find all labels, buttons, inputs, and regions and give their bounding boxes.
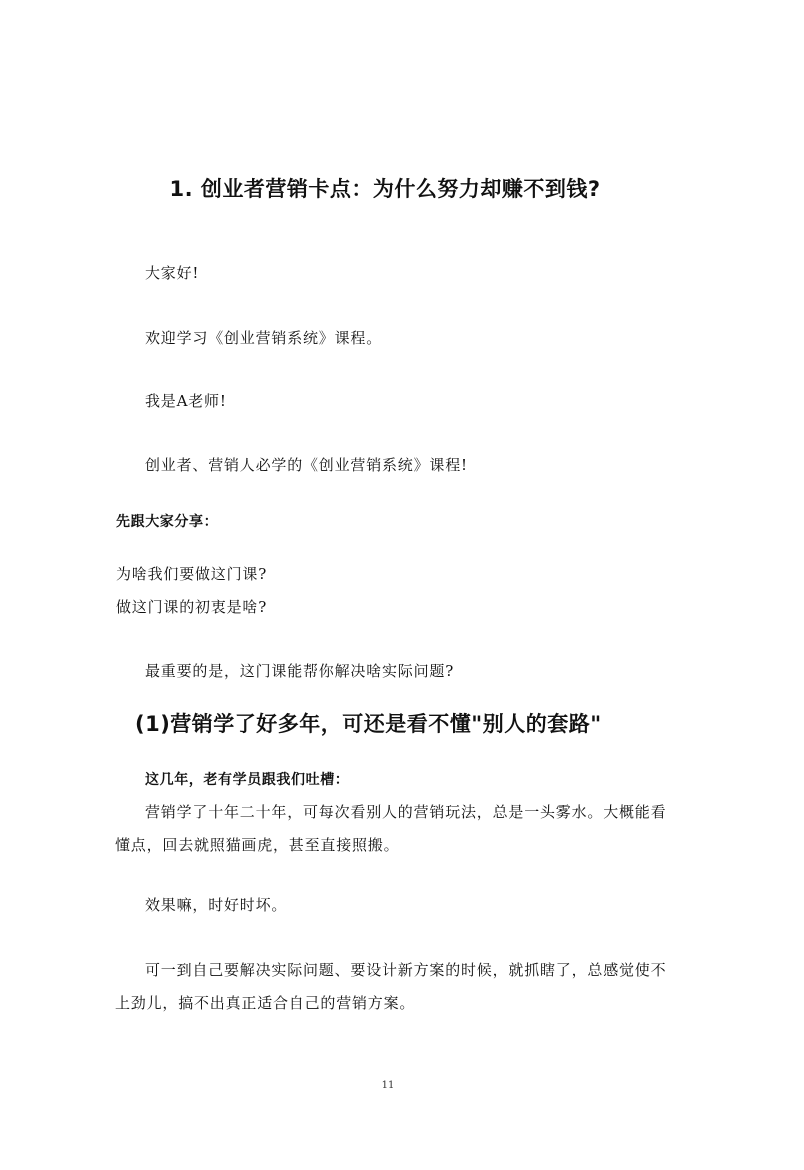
question-problem-solved: 最重要的是，这门课能帮你解决啥实际问题? (145, 662, 455, 680)
paragraph-results: 效果嘛，时好时坏。 (145, 896, 288, 914)
greeting-text: 大家好! (145, 264, 200, 282)
paragraph-confusion: 营销学了十年二十年，可每次看别人的营销玩法，总是一头雾水。大概能看懂点，回去就照猫画虎，甚至直接照搬。 (115, 803, 667, 854)
chapter-title: 1. 创业者营销卡点：为什么努力却赚不到钱? (169, 177, 601, 201)
question-why-course: 为啥我们要做这门课? (116, 565, 268, 583)
paragraph-struggle: 可一到自己要解决实际问题、要设计新方案的时候，就抓瞎了，总感觉使不上劲儿，搞不出真正适合自己的营销方案。 (115, 961, 667, 1012)
section-heading: (1)营销学了好多年，可还是看不懂"别人的套路" (135, 712, 602, 736)
page-number: 11 (381, 1080, 395, 1091)
course-intro-text: 创业者、营销人必学的《创业营销系统》课程! (145, 456, 468, 474)
teacher-intro-text: 我是A老师! (145, 392, 227, 410)
section-lead-text: 这几年，老有学员跟我们吐槽： (145, 772, 350, 788)
question-original-intent: 做这门课的初衷是啥? (116, 598, 268, 616)
share-heading: 先跟大家分享： (116, 514, 219, 530)
welcome-text: 欢迎学习《创业营销系统》课程。 (145, 329, 383, 347)
